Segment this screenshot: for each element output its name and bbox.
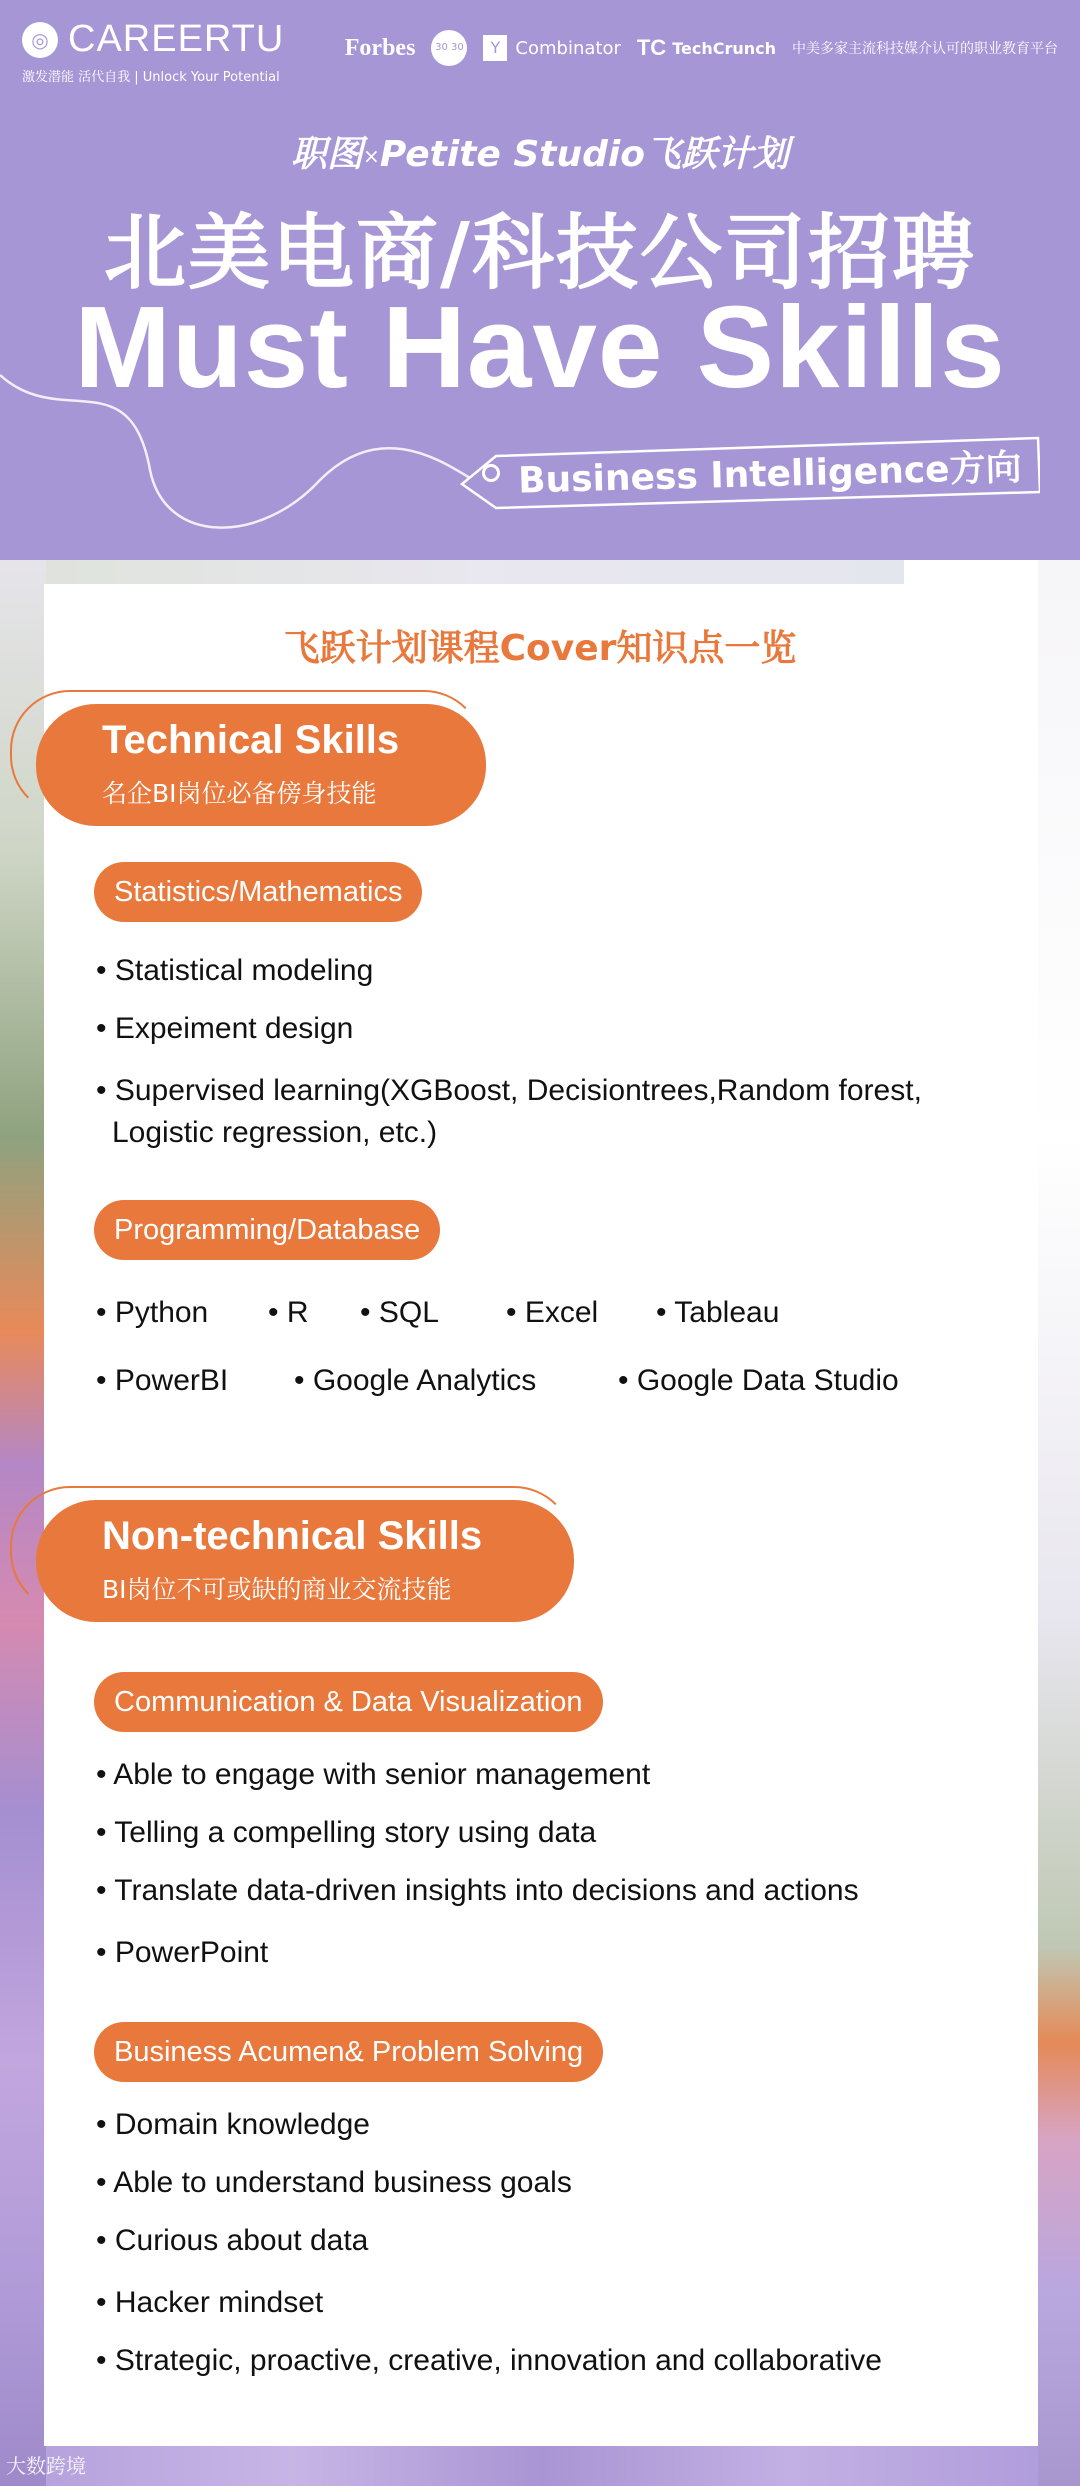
thirty-under-thirty-icon: 30 30 [431,30,467,66]
page-title-en: Must Have Skills [74,282,1006,412]
business-acumen-pill: Business Acumen& Problem Solving [94,2022,603,2082]
technical-skills-header [36,704,486,826]
tool-item: • Tableau [656,1296,779,1330]
ycombinator-icon: Y [483,35,507,61]
partner-note: 中美多家主流科技媒介认可的职业教育平台 [792,41,1058,57]
tag-hole-icon [482,464,500,482]
technical-heading: Technical Skills [102,718,400,762]
ycombinator-logo [483,35,620,61]
list-item: • Able to engage with senior management [96,1754,650,1796]
careertu-logo[interactable] [22,18,284,61]
direction-tag [456,436,1040,510]
background-photo-top [46,560,904,584]
list-item: • Translate data-driven insights into decisions and actions [96,1870,859,1912]
techcrunch-label: TechCrunch [672,38,776,58]
technical-subheading: 名企BI岗位必备傍身技能 [102,779,377,808]
nontechnical-skills-header [36,1500,574,1622]
tool-item: • R [268,1296,309,1330]
statistics-pill: Statistics/Mathematics [94,862,422,922]
list-item: • Hacker mindset [96,2282,323,2324]
list-item: • Strategic, proactive, creative, innovation and collaborative [96,2340,882,2382]
collab-left: 职图 [291,134,364,175]
communication-pill: Communication & Data Visualization [94,1672,603,1732]
collab-right: Petite Studio飞跃计划 [379,134,789,175]
list-item: • Statistical modeling [96,950,373,992]
tool-item: • Python [96,1296,208,1330]
list-item: • Domain knowledge [96,2104,370,2146]
list-item: • Curious about data [96,2220,368,2262]
tool-item: • PowerBI [96,1364,228,1398]
background-photo-right [1038,560,1080,2486]
tool-item: • Google Analytics [294,1364,536,1398]
tool-item: • Google Data Studio [618,1364,899,1398]
logo-tagline: 激发潜能 活代自我 | Unlock Your Potential [22,70,280,85]
page-title-cn: 北美电商/科技公司招聘 [104,206,976,301]
watermark: 大数跨境 [6,2454,86,2478]
list-item: • Supervised learning(XGBoost, Decisiontrees,Random forest, Logistic regression, etc.) [96,1070,992,1154]
nontechnical-heading: Non-technical Skills [102,1514,483,1558]
collab-line [0,126,1080,177]
ycombinator-label: Combinator [515,37,621,59]
list-item: • Able to understand business goals [96,2162,572,2204]
list-item: • Telling a compelling story using data [96,1812,596,1854]
background-photo-bottom [46,2446,1038,2486]
nontechnical-subheading: BI岗位不可或缺的商业交流技能 [102,1575,452,1604]
techcrunch-icon: TC [636,35,667,60]
partner-logos [329,30,1058,66]
techcrunch-logo [637,35,776,61]
tool-item: • Excel [506,1296,598,1330]
card-title: 飞跃计划课程Cover知识点一览 [283,628,797,669]
careertu-logo-icon: ◎ [22,22,58,58]
skills-card [44,584,1036,2446]
logo-text: CAREERTU [68,18,285,60]
forbes-logo: Forbes [344,34,416,61]
collab-x: × [363,144,380,168]
list-item: • PowerPoint [96,1932,268,1974]
tag-label: Business Intelligence方向 [517,447,1023,502]
list-item: • Expeiment design [96,1008,353,1050]
programming-pill: Programming/Database [94,1200,440,1260]
tool-item: • SQL [360,1296,439,1330]
header-banner [0,0,1080,560]
